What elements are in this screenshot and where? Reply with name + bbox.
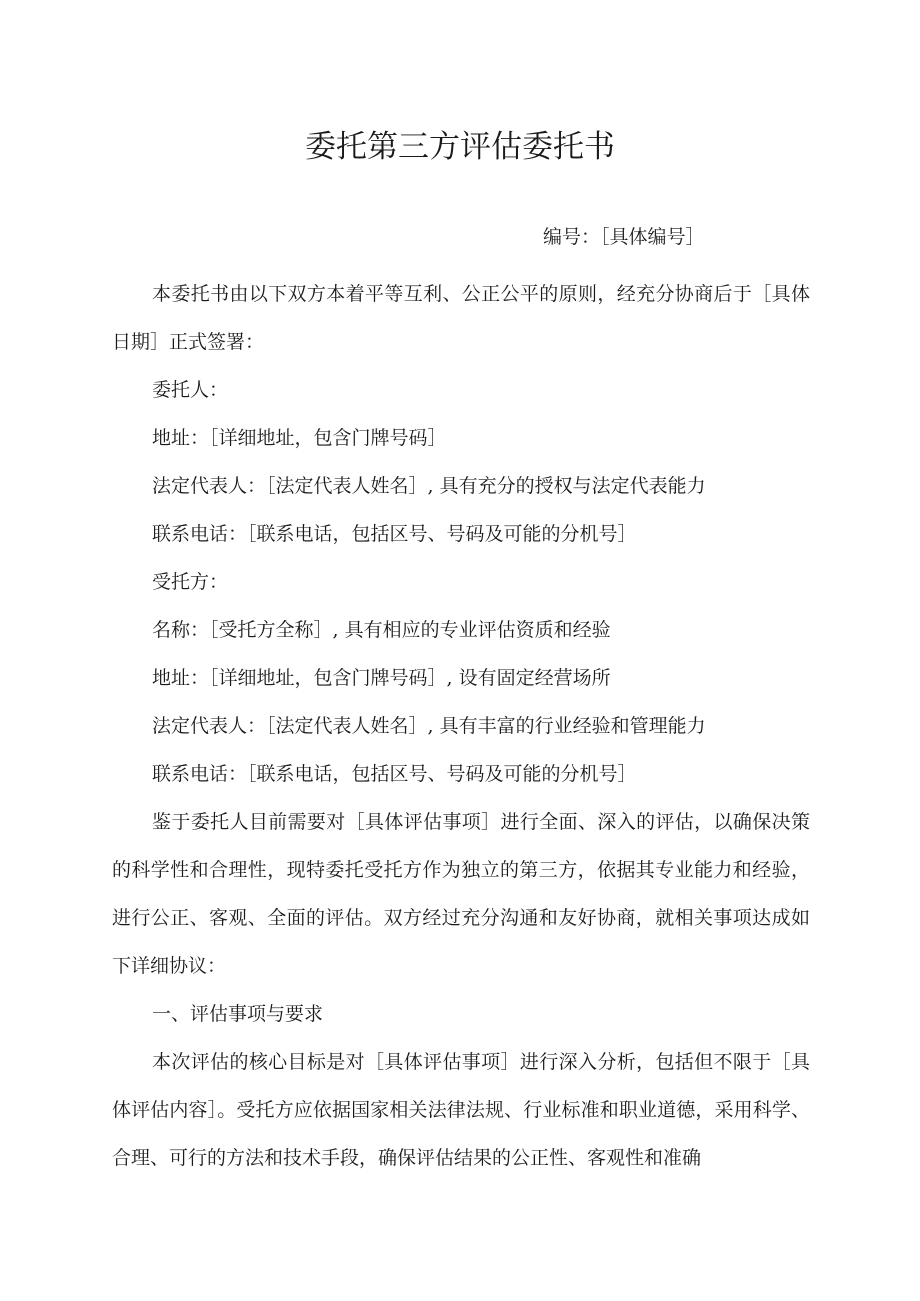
document-number: 编号：［具体编号］ (543, 226, 705, 248)
intro-paragraph: 本委托书由以下双方本着平等互利、公正公平的原则，经充分协商后于［具体日期］正式签署： (112, 283, 810, 353)
client-address: 地址：［详细地址，包含门牌号码］ (152, 427, 447, 449)
agent-legal-rep: 法定代表人：［法定代表人姓名］, 具有丰富的行业经验和管理能力 (152, 715, 706, 737)
document-title: 委托第三方评估委托书 (305, 129, 615, 165)
client-phone: 联系电话：［联系电话，包括区号、号码及可能的分机号］ (152, 523, 637, 545)
section-1-body: 本次评估的核心目标是对［具体评估事项］进行深入分析，包括但不限于［具体评估内容］。受托方应依据国家相关法律法规、行业标准和职业道德，采用科学、合理、可行的方法和技术手段，确保评估结果的公正性、客观性和准确 (112, 1051, 810, 1169)
document-body (112, 270, 810, 1182)
client-legal-rep: 法定代表人：［法定代表人姓名］, 具有充分的授权与法定代表能力 (152, 475, 706, 497)
agent-heading: 受托方： (152, 571, 229, 593)
agent-name: 名称：［受托方全称］, 具有相应的专业评估资质和经验 (152, 619, 611, 641)
client-heading: 委托人： (152, 379, 229, 401)
agent-address: 地址：［详细地址，包含门牌号码］, 设有固定经营场所 (152, 667, 611, 689)
purpose-paragraph: 鉴于委托人目前需要对［具体评估事项］进行全面、深入的评估，以确保决策的科学性和合理性，现特委托受托方作为独立的第三方，依据其专业能力和经验，进行公正、客观、全面的评估。双方经过充分沟通和友好协商，就相关事项达成如下详细协议： (112, 811, 810, 977)
agent-phone: 联系电话：［联系电话，包括区号、号码及可能的分机号］ (152, 763, 637, 785)
section-1-heading: 一、评估事项与要求 (152, 1003, 324, 1025)
